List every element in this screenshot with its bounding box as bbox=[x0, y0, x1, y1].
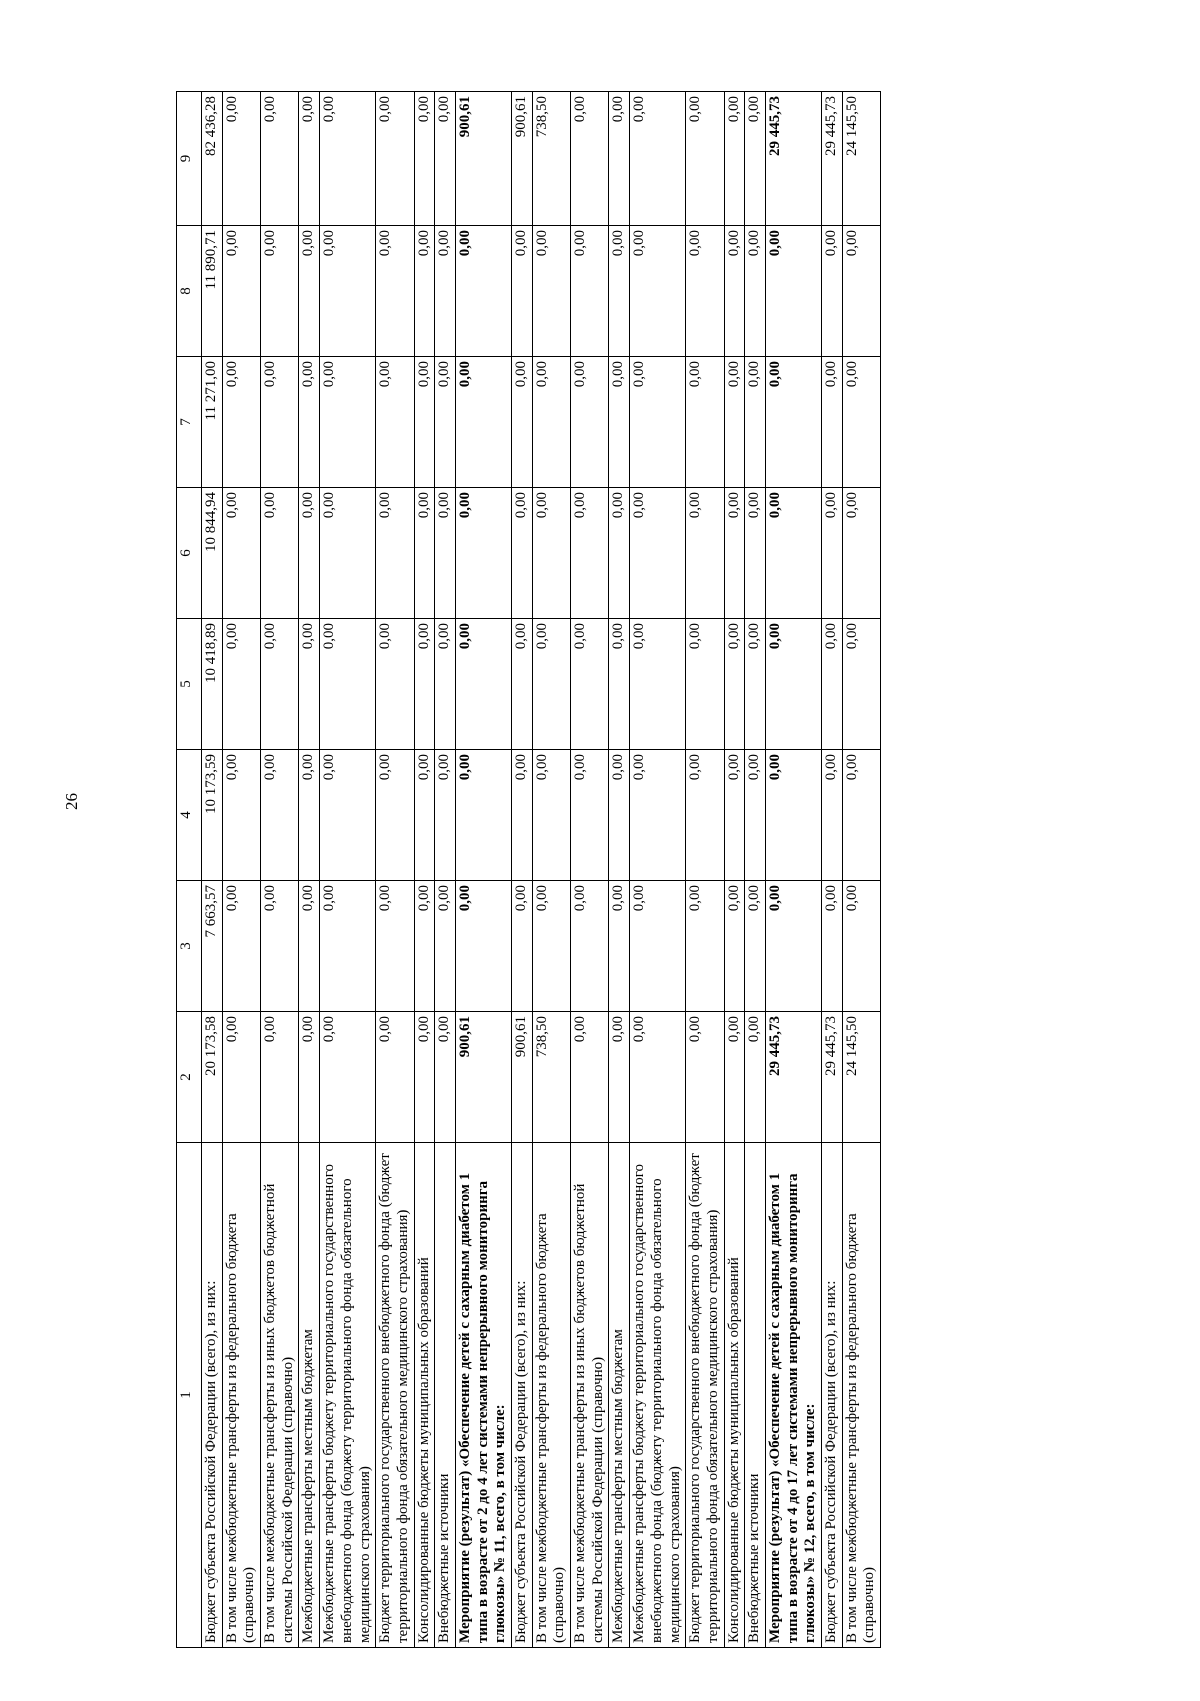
value-cell-col-9: 0,00 bbox=[630, 92, 686, 226]
table-row bbox=[299, 92, 320, 1648]
value-cell-col-7: 0,00 bbox=[320, 357, 376, 488]
value-cell-col-3: 0,00 bbox=[222, 881, 260, 1012]
value-cell-col-5: 0,00 bbox=[261, 619, 299, 750]
value-cell-col-9: 900,61 bbox=[455, 92, 511, 226]
value-cell-col-5: 0,00 bbox=[414, 619, 435, 750]
rotated-table-container bbox=[176, 93, 1200, 1648]
value-cell-col-3: 0,00 bbox=[724, 881, 745, 1012]
table-row bbox=[512, 92, 533, 1648]
value-cell-col-3: 0,00 bbox=[745, 881, 766, 1012]
value-cell-col-4: 0,00 bbox=[630, 750, 686, 881]
value-cell-col-3: 0,00 bbox=[630, 881, 686, 1012]
value-cell-col-5: 0,00 bbox=[299, 619, 320, 750]
value-cell-col-8: 0,00 bbox=[435, 226, 456, 357]
value-cell-col-6: 0,00 bbox=[842, 488, 880, 619]
value-cell-col-6: 0,00 bbox=[532, 488, 570, 619]
value-cell-col-5: 0,00 bbox=[745, 619, 766, 750]
value-cell-col-7: 0,00 bbox=[532, 357, 570, 488]
row-label-cell: Межбюджетные трансферты бюджету территориального государственного внебюджетного фонда (бюджету территориального фонда обязательного медицинского страхования) bbox=[320, 1143, 376, 1648]
value-cell-col-7: 0,00 bbox=[571, 357, 609, 488]
column-header-7: 7 bbox=[177, 357, 202, 488]
value-cell-col-2: 0,00 bbox=[745, 1012, 766, 1143]
value-cell-col-3: 0,00 bbox=[842, 881, 880, 1012]
value-cell-col-3: 0,00 bbox=[261, 881, 299, 1012]
value-cell-col-4: 0,00 bbox=[571, 750, 609, 881]
value-cell-col-7: 0,00 bbox=[630, 357, 686, 488]
row-label-cell: В том числе межбюджетные трансферты из иных бюджетов бюджетной системы Российской Федерации (справочно) bbox=[261, 1143, 299, 1648]
value-cell-col-3: 7 663,57 bbox=[202, 881, 223, 1012]
value-cell-col-8: 0,00 bbox=[299, 226, 320, 357]
table-row bbox=[686, 92, 724, 1648]
table-row bbox=[261, 92, 299, 1648]
value-cell-col-6: 0,00 bbox=[822, 488, 843, 619]
value-cell-col-7: 0,00 bbox=[745, 357, 766, 488]
row-label-cell: Мероприятие (результат) «Обеспечение детей с сахарным диабетом 1 типа в возрасте от 2 до 4 лет системами непрерывного мониторинга глюкозы» № 11, всего, в том числе: bbox=[455, 1143, 511, 1648]
value-cell-col-9: 738,50 bbox=[532, 92, 570, 226]
row-label-cell: Межбюджетные трансферты местным бюджетам bbox=[299, 1143, 320, 1648]
value-cell-col-6: 0,00 bbox=[320, 488, 376, 619]
column-header-6: 6 bbox=[177, 488, 202, 619]
table-row bbox=[414, 92, 435, 1648]
value-cell-col-7: 0,00 bbox=[609, 357, 630, 488]
column-header-8: 8 bbox=[177, 226, 202, 357]
row-label-cell: Межбюджетные трансферты бюджету территориального государственного внебюджетного фонда (бюджету территориального фонда обязательного медицинского страхования) bbox=[630, 1143, 686, 1648]
value-cell-col-6: 10 844,94 bbox=[202, 488, 223, 619]
value-cell-col-9: 0,00 bbox=[686, 92, 724, 226]
value-cell-col-5: 0,00 bbox=[609, 619, 630, 750]
value-cell-col-4: 0,00 bbox=[822, 750, 843, 881]
table-row bbox=[571, 92, 609, 1648]
value-cell-col-9: 0,00 bbox=[261, 92, 299, 226]
value-cell-col-5: 10 418,89 bbox=[202, 619, 223, 750]
row-label-cell: В том числе межбюджетные трансферты из федерального бюджета (справочно) bbox=[222, 1143, 260, 1648]
value-cell-col-3: 0,00 bbox=[376, 881, 414, 1012]
table-row bbox=[745, 92, 766, 1648]
value-cell-col-9: 0,00 bbox=[435, 92, 456, 226]
value-cell-col-9: 0,00 bbox=[571, 92, 609, 226]
value-cell-col-4: 0,00 bbox=[724, 750, 745, 881]
table-row bbox=[202, 92, 223, 1648]
value-cell-col-2: 0,00 bbox=[724, 1012, 745, 1143]
value-cell-col-5: 0,00 bbox=[630, 619, 686, 750]
value-cell-col-9: 0,00 bbox=[299, 92, 320, 226]
value-cell-col-5: 0,00 bbox=[532, 619, 570, 750]
value-cell-col-3: 0,00 bbox=[435, 881, 456, 1012]
value-cell-col-4: 0,00 bbox=[376, 750, 414, 881]
value-cell-col-3: 0,00 bbox=[571, 881, 609, 1012]
value-cell-col-9: 0,00 bbox=[414, 92, 435, 226]
value-cell-col-2: 0,00 bbox=[320, 1012, 376, 1143]
value-cell-col-3: 0,00 bbox=[320, 881, 376, 1012]
table-row bbox=[822, 92, 843, 1648]
column-header-2: 2 bbox=[177, 1012, 202, 1143]
value-cell-col-2: 0,00 bbox=[609, 1012, 630, 1143]
value-cell-col-2: 24 145,50 bbox=[842, 1012, 880, 1143]
table-row bbox=[376, 92, 414, 1648]
value-cell-col-7: 0,00 bbox=[512, 357, 533, 488]
row-label-cell: Бюджет территориального государственного внебюджетного фонда (бюджет территориального фонда обязательного медицинского страхования) bbox=[686, 1143, 724, 1648]
page-number: 26 bbox=[62, 793, 81, 810]
value-cell-col-2: 0,00 bbox=[222, 1012, 260, 1143]
row-label-cell: Бюджет субъекта Российской Федерации (всего), из них: bbox=[512, 1143, 533, 1648]
column-header-9: 9 bbox=[177, 92, 202, 226]
value-cell-col-7: 0,00 bbox=[842, 357, 880, 488]
value-cell-col-2: 0,00 bbox=[376, 1012, 414, 1143]
value-cell-col-6: 0,00 bbox=[376, 488, 414, 619]
value-cell-col-9: 0,00 bbox=[745, 92, 766, 226]
value-cell-col-8: 0,00 bbox=[512, 226, 533, 357]
column-header-3: 3 bbox=[177, 881, 202, 1012]
value-cell-col-6: 0,00 bbox=[765, 488, 821, 619]
value-cell-col-4: 0,00 bbox=[455, 750, 511, 881]
value-cell-col-2: 738,50 bbox=[532, 1012, 570, 1143]
value-cell-col-5: 0,00 bbox=[222, 619, 260, 750]
value-cell-col-7: 0,00 bbox=[376, 357, 414, 488]
value-cell-col-7: 0,00 bbox=[414, 357, 435, 488]
table-row bbox=[609, 92, 630, 1648]
value-cell-col-6: 0,00 bbox=[512, 488, 533, 619]
value-cell-col-5: 0,00 bbox=[842, 619, 880, 750]
value-cell-col-8: 0,00 bbox=[414, 226, 435, 357]
value-cell-col-4: 0,00 bbox=[222, 750, 260, 881]
value-cell-col-8: 0,00 bbox=[822, 226, 843, 357]
value-cell-col-2: 0,00 bbox=[299, 1012, 320, 1143]
row-label-cell: В том числе межбюджетные трансферты из иных бюджетов бюджетной системы Российской Федерации (справочно) bbox=[571, 1143, 609, 1648]
value-cell-col-5: 0,00 bbox=[571, 619, 609, 750]
row-label-cell: Мероприятие (результат) «Обеспечение детей с сахарным диабетом 1 типа в возрасте от 4 до 17 лет системами непрерывного мониторинга глюкозы» № 12, всего, в том числе: bbox=[765, 1143, 821, 1648]
value-cell-col-6: 0,00 bbox=[609, 488, 630, 619]
value-cell-col-5: 0,00 bbox=[320, 619, 376, 750]
value-cell-col-4: 0,00 bbox=[512, 750, 533, 881]
value-cell-col-2: 20 173,58 bbox=[202, 1012, 223, 1143]
value-cell-col-2: 0,00 bbox=[686, 1012, 724, 1143]
value-cell-col-4: 0,00 bbox=[299, 750, 320, 881]
value-cell-col-4: 0,00 bbox=[532, 750, 570, 881]
value-cell-col-6: 0,00 bbox=[299, 488, 320, 619]
value-cell-col-7: 0,00 bbox=[686, 357, 724, 488]
value-cell-col-6: 0,00 bbox=[222, 488, 260, 619]
value-cell-col-7: 0,00 bbox=[222, 357, 260, 488]
table-row bbox=[724, 92, 745, 1648]
value-cell-col-9: 0,00 bbox=[376, 92, 414, 226]
value-cell-col-4: 0,00 bbox=[414, 750, 435, 881]
value-cell-col-4: 0,00 bbox=[320, 750, 376, 881]
row-label-cell: В том числе межбюджетные трансферты из федерального бюджета (справочно) bbox=[532, 1143, 570, 1648]
value-cell-col-8: 0,00 bbox=[745, 226, 766, 357]
table-row bbox=[842, 92, 880, 1648]
table-row bbox=[320, 92, 376, 1648]
table-row bbox=[455, 92, 511, 1648]
value-cell-col-5: 0,00 bbox=[512, 619, 533, 750]
value-cell-col-3: 0,00 bbox=[512, 881, 533, 1012]
header-row bbox=[177, 92, 202, 1648]
value-cell-col-8: 0,00 bbox=[571, 226, 609, 357]
value-cell-col-9: 24 145,50 bbox=[842, 92, 880, 226]
value-cell-col-2: 29 445,73 bbox=[822, 1012, 843, 1143]
budget-table bbox=[176, 91, 881, 1648]
table-row bbox=[765, 92, 821, 1648]
value-cell-col-3: 0,00 bbox=[765, 881, 821, 1012]
value-cell-col-8: 0,00 bbox=[842, 226, 880, 357]
row-label-cell: Консолидированные бюджеты муниципальных образований bbox=[414, 1143, 435, 1648]
value-cell-col-6: 0,00 bbox=[261, 488, 299, 619]
value-cell-col-3: 0,00 bbox=[299, 881, 320, 1012]
value-cell-col-6: 0,00 bbox=[745, 488, 766, 619]
row-label-cell: Бюджет субъекта Российской Федерации (всего), из них: bbox=[822, 1143, 843, 1648]
value-cell-col-8: 0,00 bbox=[455, 226, 511, 357]
value-cell-col-8: 0,00 bbox=[765, 226, 821, 357]
value-cell-col-2: 0,00 bbox=[630, 1012, 686, 1143]
value-cell-col-6: 0,00 bbox=[414, 488, 435, 619]
value-cell-col-3: 0,00 bbox=[609, 881, 630, 1012]
value-cell-col-4: 0,00 bbox=[842, 750, 880, 881]
value-cell-col-8: 11 890,71 bbox=[202, 226, 223, 357]
value-cell-col-5: 0,00 bbox=[435, 619, 456, 750]
value-cell-col-3: 0,00 bbox=[532, 881, 570, 1012]
value-cell-col-4: 0,00 bbox=[686, 750, 724, 881]
value-cell-col-8: 0,00 bbox=[609, 226, 630, 357]
value-cell-col-5: 0,00 bbox=[686, 619, 724, 750]
value-cell-col-8: 0,00 bbox=[222, 226, 260, 357]
value-cell-col-4: 0,00 bbox=[745, 750, 766, 881]
row-label-cell: Консолидированные бюджеты муниципальных образований bbox=[724, 1143, 745, 1648]
value-cell-col-8: 0,00 bbox=[630, 226, 686, 357]
value-cell-col-2: 0,00 bbox=[571, 1012, 609, 1143]
value-cell-col-9: 82 436,28 bbox=[202, 92, 223, 226]
value-cell-col-2: 900,61 bbox=[455, 1012, 511, 1143]
value-cell-col-4: 0,00 bbox=[435, 750, 456, 881]
row-label-cell: В том числе межбюджетные трансферты из федерального бюджета (справочно) bbox=[842, 1143, 880, 1648]
column-header-5: 5 bbox=[177, 619, 202, 750]
column-header-4: 4 bbox=[177, 750, 202, 881]
value-cell-col-6: 0,00 bbox=[571, 488, 609, 619]
value-cell-col-9: 0,00 bbox=[609, 92, 630, 226]
value-cell-col-7: 0,00 bbox=[822, 357, 843, 488]
value-cell-col-3: 0,00 bbox=[414, 881, 435, 1012]
column-header-1: 1 bbox=[177, 1143, 202, 1648]
value-cell-col-8: 0,00 bbox=[724, 226, 745, 357]
value-cell-col-7: 0,00 bbox=[765, 357, 821, 488]
value-cell-col-3: 0,00 bbox=[822, 881, 843, 1012]
value-cell-col-3: 0,00 bbox=[455, 881, 511, 1012]
value-cell-col-7: 0,00 bbox=[299, 357, 320, 488]
value-cell-col-7: 0,00 bbox=[261, 357, 299, 488]
row-label-cell: Бюджет субъекта Российской Федерации (всего), из них: bbox=[202, 1143, 223, 1648]
value-cell-col-4: 0,00 bbox=[765, 750, 821, 881]
value-cell-col-9: 29 445,73 bbox=[765, 92, 821, 226]
value-cell-col-4: 0,00 bbox=[261, 750, 299, 881]
value-cell-col-5: 0,00 bbox=[455, 619, 511, 750]
value-cell-col-6: 0,00 bbox=[455, 488, 511, 619]
value-cell-col-8: 0,00 bbox=[261, 226, 299, 357]
table-body bbox=[202, 92, 881, 1648]
value-cell-col-3: 0,00 bbox=[686, 881, 724, 1012]
row-label-cell: Внебюджетные источники bbox=[745, 1143, 766, 1648]
value-cell-col-9: 0,00 bbox=[724, 92, 745, 226]
row-label-cell: Внебюджетные источники bbox=[435, 1143, 456, 1648]
table-row bbox=[630, 92, 686, 1648]
value-cell-col-2: 29 445,73 bbox=[765, 1012, 821, 1143]
table-row bbox=[435, 92, 456, 1648]
value-cell-col-9: 29 445,73 bbox=[822, 92, 843, 226]
value-cell-col-6: 0,00 bbox=[435, 488, 456, 619]
value-cell-col-2: 0,00 bbox=[435, 1012, 456, 1143]
value-cell-col-5: 0,00 bbox=[724, 619, 745, 750]
value-cell-col-9: 900,61 bbox=[512, 92, 533, 226]
value-cell-col-4: 0,00 bbox=[609, 750, 630, 881]
value-cell-col-6: 0,00 bbox=[724, 488, 745, 619]
value-cell-col-5: 0,00 bbox=[822, 619, 843, 750]
value-cell-col-8: 0,00 bbox=[376, 226, 414, 357]
table-row bbox=[532, 92, 570, 1648]
value-cell-col-9: 0,00 bbox=[320, 92, 376, 226]
value-cell-col-7: 0,00 bbox=[435, 357, 456, 488]
value-cell-col-2: 900,61 bbox=[512, 1012, 533, 1143]
row-label-cell: Бюджет территориального государственного внебюджетного фонда (бюджет территориального фонда обязательного медицинского страхования) bbox=[376, 1143, 414, 1648]
row-label-cell: Межбюджетные трансферты местным бюджетам bbox=[609, 1143, 630, 1648]
value-cell-col-5: 0,00 bbox=[376, 619, 414, 750]
table-row bbox=[222, 92, 260, 1648]
value-cell-col-8: 0,00 bbox=[320, 226, 376, 357]
value-cell-col-9: 0,00 bbox=[222, 92, 260, 226]
value-cell-col-2: 0,00 bbox=[414, 1012, 435, 1143]
value-cell-col-7: 11 271,00 bbox=[202, 357, 223, 488]
value-cell-col-8: 0,00 bbox=[686, 226, 724, 357]
value-cell-col-6: 0,00 bbox=[686, 488, 724, 619]
value-cell-col-7: 0,00 bbox=[455, 357, 511, 488]
value-cell-col-8: 0,00 bbox=[532, 226, 570, 357]
value-cell-col-2: 0,00 bbox=[261, 1012, 299, 1143]
value-cell-col-4: 10 173,59 bbox=[202, 750, 223, 881]
value-cell-col-5: 0,00 bbox=[765, 619, 821, 750]
value-cell-col-7: 0,00 bbox=[724, 357, 745, 488]
value-cell-col-6: 0,00 bbox=[630, 488, 686, 619]
